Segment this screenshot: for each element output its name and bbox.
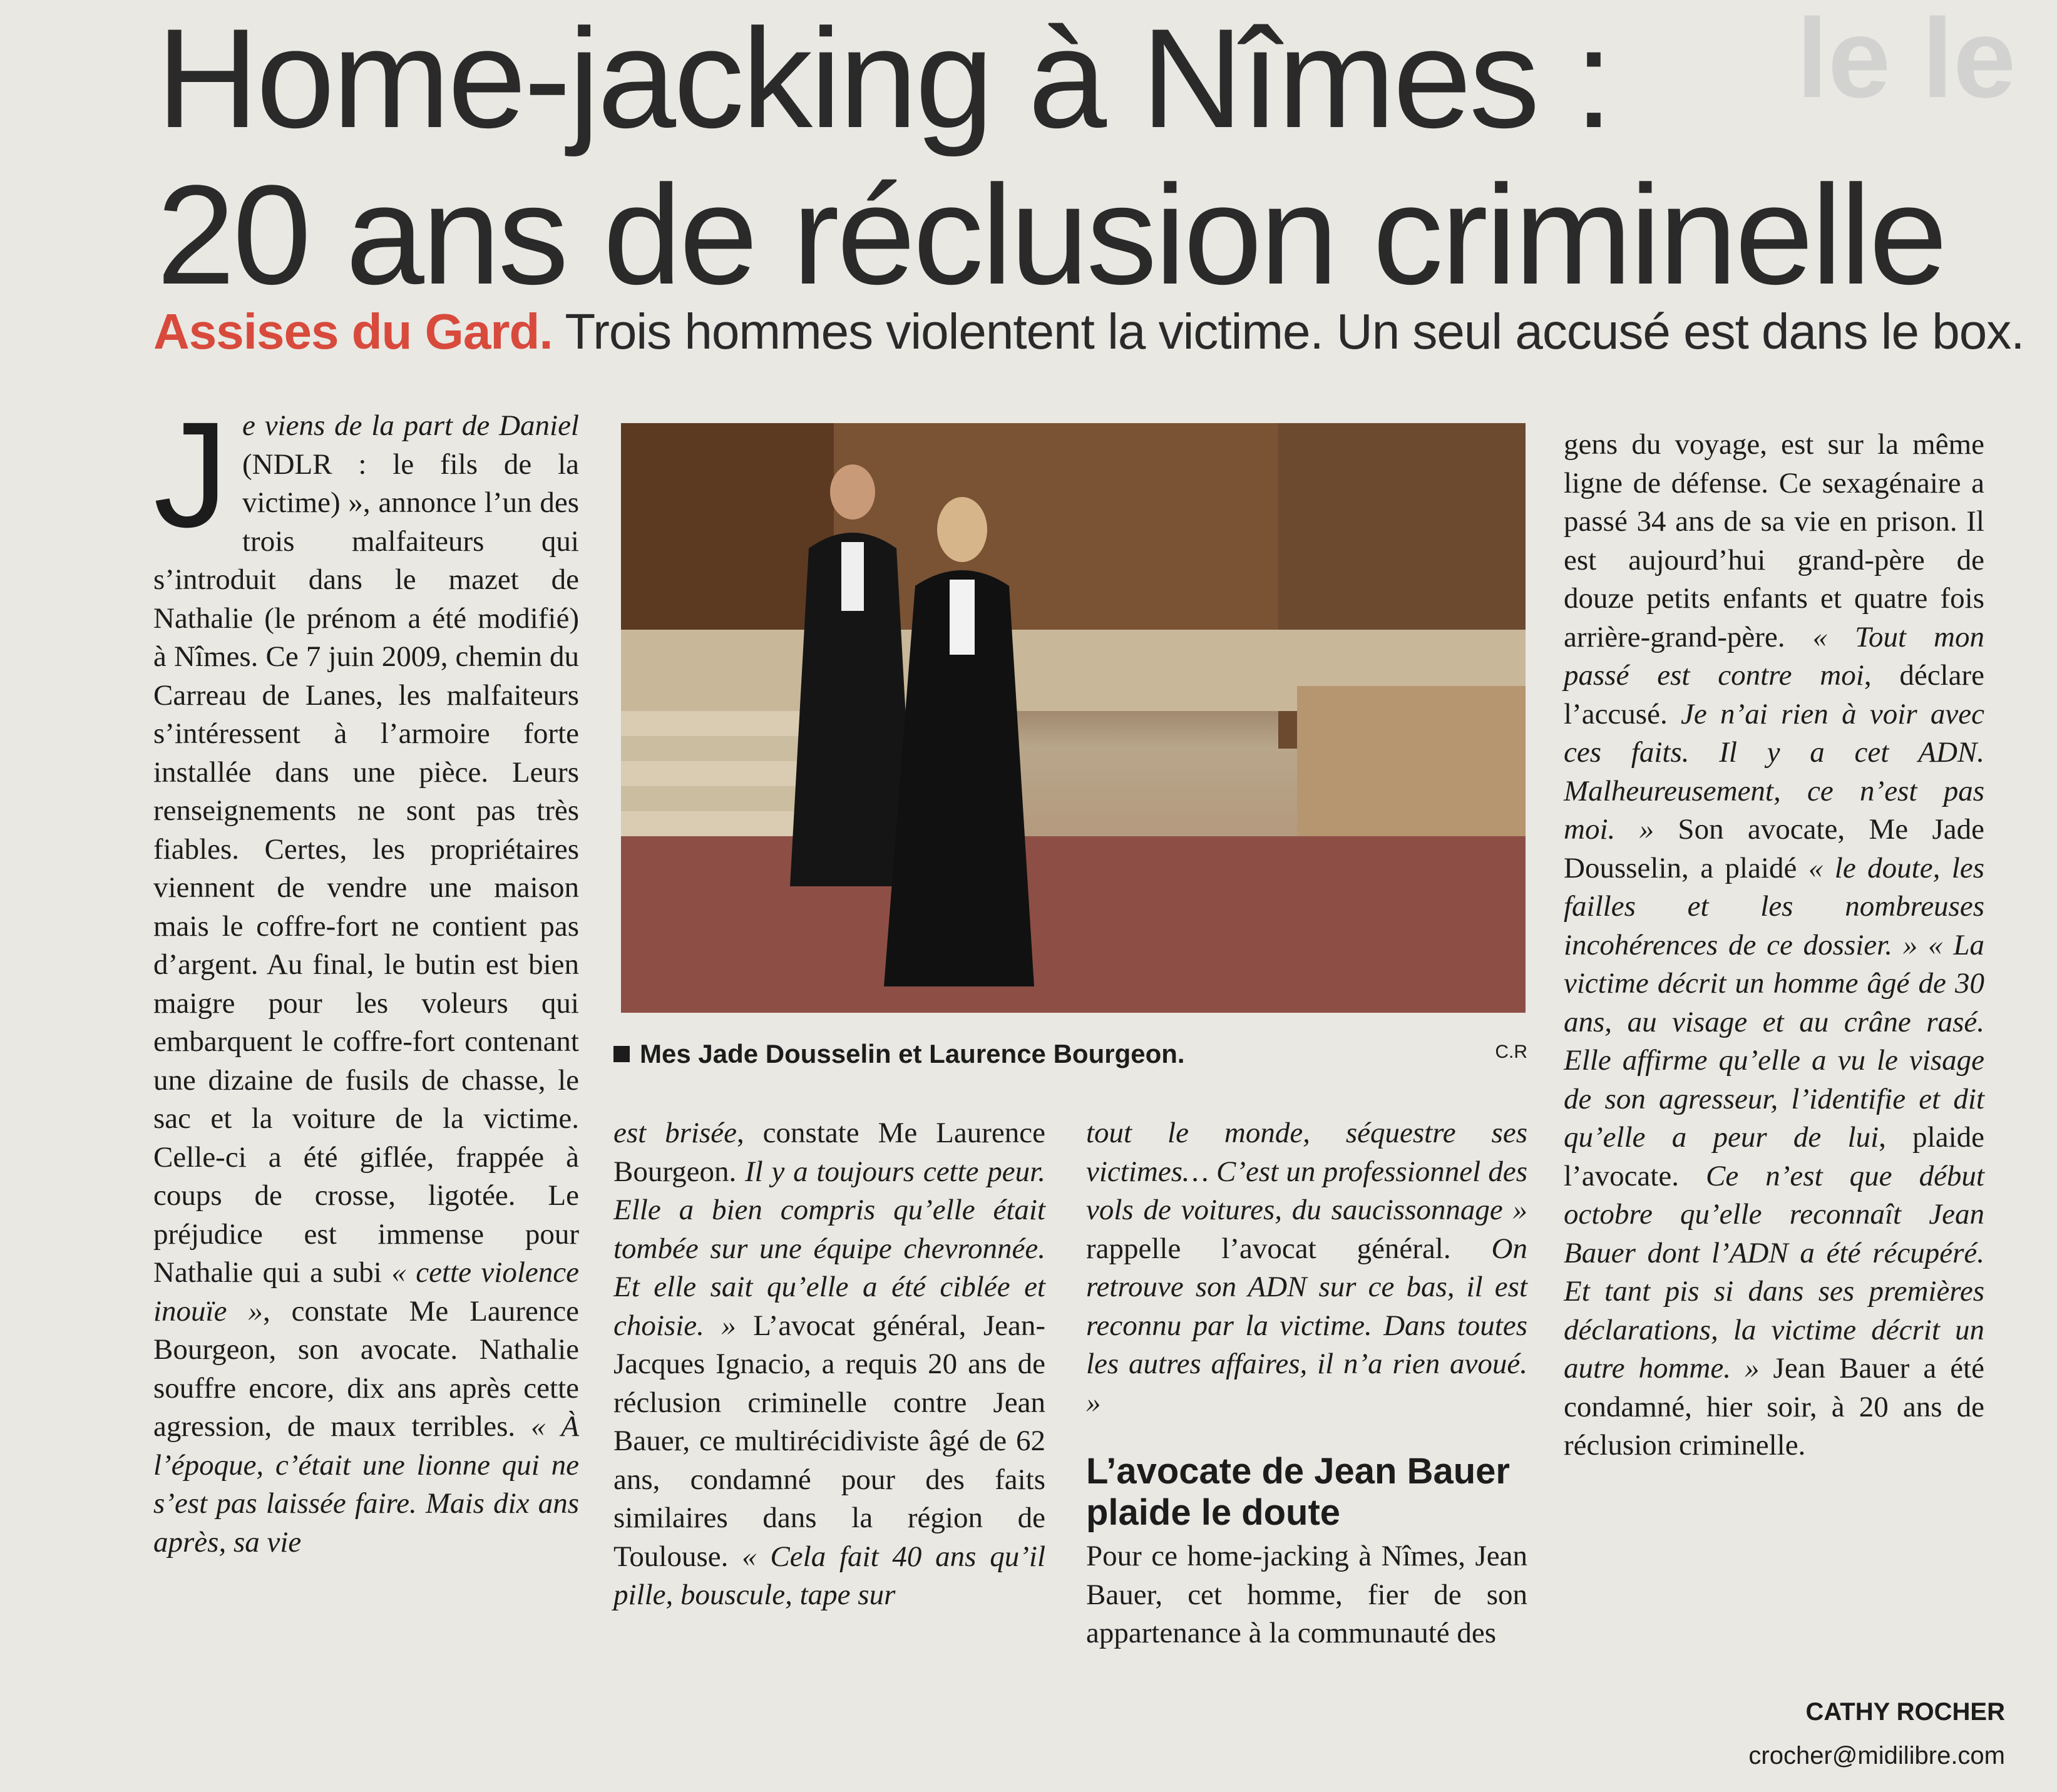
caption-text: Mes Jade Dousselin et Laurence Bourgeon. xyxy=(640,1039,1185,1068)
deck-label: Assises du Gard. xyxy=(153,304,553,359)
text-run: L’avocat général, Jean-Jacques Ignacio, a requis 20 ans de réclusion criminelle contre Jean Bauer, ce multirécidiviste âgé de 62 ans, condamné pour des faits similaires dans la région de Toulouse. xyxy=(613,1309,1045,1573)
text-run: est brisée xyxy=(613,1117,737,1149)
deck xyxy=(153,300,2024,363)
column-3-text xyxy=(1086,1114,1527,1422)
text-run: gens du voyage, est sur la même ligne de défense. Ce sexagénaire a passé 34 ans de sa vie en prison. Il est aujourd’hui grand-père de douze petits enfants et quatre fois arrière-grand-père. xyxy=(1564,428,1984,653)
author-email: crocher@midilibre.com xyxy=(1748,1742,2005,1769)
column-3-text-2 xyxy=(1086,1537,1527,1653)
photo-caption xyxy=(613,1039,1527,1069)
text-run: « Tout mon passé est contre moi xyxy=(1564,620,1984,692)
text-run: « À l’époque, c’était une lionne qui ne s’est pas laissée faire. Mais dix ans après, sa vie xyxy=(153,1410,579,1559)
byline xyxy=(1564,1690,2005,1778)
text-run: , plaide l’avocate. xyxy=(1564,1121,1985,1192)
text-run: (NDLR : le fils de la victime) », annonce l’un des trois malfaiteurs qui s’introduit dans le mazet de Nathalie (le prénom a été modifié) à Nîmes. Ce 7 juin 2009, chemin du Carreau de Lanes, les malfaiteurs s’intéressent à l’armoire forte installée dans une pièce. Leurs renseignements ne sont pas très fiables. Certes, les propriétaires viennent de vendre une maison mais le coffre-fort ne contient pas d’argent. Au final, le butin est bien maigre pour les voleurs qui embarquent le coffre-fort contenant une dizaine de fusils de chasse, le sac et la voiture de la victime. Celle-ci a été giflée, frappée à coups de crosse, ligotée. Le préjudice est immense pour Nathalie qui a subi xyxy=(153,448,579,1289)
text-run: Ce n’est que début octobre qu’elle reconnaît Jean Bauer dont l’ADN a été récupéré. Et tant pis si dans ses premières déclarations, la victime décrit un autre homme. » xyxy=(1564,1159,1984,1385)
text-run: Il y a toujours cette peur. Elle a bien compris qu’elle était tombée sur une équipe chevronnée. Et elle sait qu’elle a été ciblée et choisie. » xyxy=(613,1155,1045,1342)
text-run: Pour ce home-jacking à Nîmes, Jean Bauer, cet homme, fier de son appartenance à la communauté des xyxy=(1086,1540,1527,1649)
headline xyxy=(156,0,1972,313)
text-run: e viens de la part de Daniel xyxy=(242,409,579,442)
column-1-text xyxy=(153,391,579,1562)
caption-bullet xyxy=(613,1046,630,1062)
text-run: « Cela fait 40 ans qu’il pille, bouscule, tape sur xyxy=(613,1540,1045,1611)
text-run: tout le monde, séquestre ses victimes… C’est un professionnel des vols de voitures, du saucissonnage » xyxy=(1086,1117,1527,1226)
headline-line-2: 20 ans de réclusion criminelle xyxy=(156,155,1946,314)
column-1 xyxy=(153,391,579,1562)
author-name: CATHY ROCHER xyxy=(1805,1698,2005,1726)
text-run: , constate Me Laurence Bourgeon. xyxy=(613,1117,1045,1188)
text-run: rappelle l’avocat général. xyxy=(1086,1232,1492,1265)
column-2-text xyxy=(613,1114,1045,1615)
subhead: L’avocate de Jean Bauer plaide le doute xyxy=(1086,1451,1510,1533)
text-run: Jean Bauer a été condamné, hier soir, à 20 ans de réclusion criminelle. xyxy=(1564,1352,1984,1462)
text-run: , déclare l’accusé. xyxy=(1564,659,1984,730)
column-4 xyxy=(1564,426,1984,1465)
adjacent-article-fragment: le le xyxy=(1797,0,2016,121)
text-run: Son avocate, Me Jade Dousselin, a plaidé xyxy=(1564,813,1984,884)
text-run: Je n’ai rien à voir avec ces faits. Il y a cet ADN. Malheureusement, ce n’est pas moi. » xyxy=(1564,697,1984,846)
deck-text: Trois hommes violentent la victime. Un seul accusé est dans le box. xyxy=(552,304,2024,359)
column-3 xyxy=(1086,1114,1527,1653)
text-run: , constate Me Laurence Bourgeon, son avocate. Nathalie souffre encore, dix ans après cette agression, de maux terribles. xyxy=(153,1294,579,1443)
column-2 xyxy=(613,1114,1045,1615)
text-run: « cette violence inouïe » xyxy=(153,1256,579,1328)
photo-credit: C.R xyxy=(1495,1042,1527,1062)
text-run: On retrouve son ADN sur ce bas, il est reconnu par la victime. Dans toutes les autres affaires, il n’a rien avoué. » xyxy=(1086,1232,1527,1419)
courtroom-photo xyxy=(621,423,1526,1013)
photo-illustration xyxy=(621,423,1526,1013)
text-run: « le doute, les failles et les nombreuses incohérences de ce dossier. » « La victime décrit un homme âgé de 30 ans, au visage et au crâne rasé. Elle affirme qu’elle a vu le visage de son agresseur, l’identifie et dit qu’elle a peur de lui xyxy=(1564,851,1984,1154)
headline-line-1: Home-jacking à Nîmes : xyxy=(156,0,1611,157)
drop-cap: J xyxy=(153,391,228,558)
column-4-text xyxy=(1564,426,1984,1465)
